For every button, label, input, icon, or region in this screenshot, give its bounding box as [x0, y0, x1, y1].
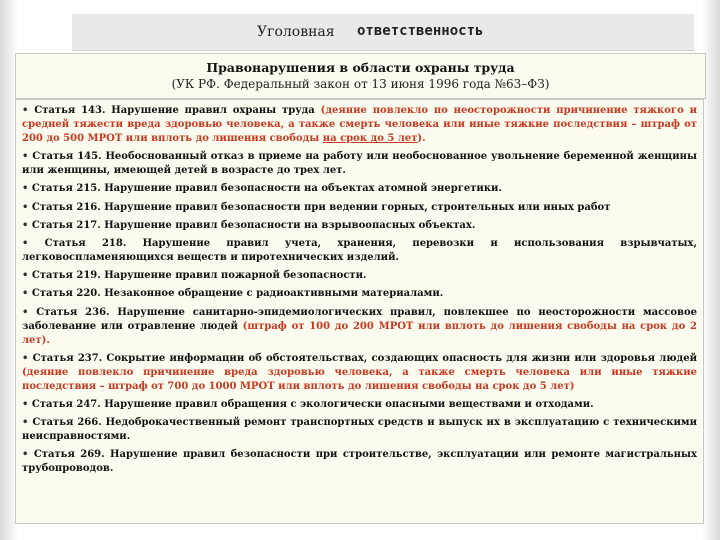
bullet-icon: • [22, 219, 29, 231]
bullet-icon: • [22, 151, 29, 163]
list-item: • Статья 143. Нарушение правил охраны труда (деяние повлекло по неосторожности причинение тяжкого и средней тяжести вреда здоровью человека, а также смерть человека или иные тяжкие последствия – штраф от 200 до 500 МРОТ или вплоть до лишения свободы на срок до 5 лет). [22, 105, 697, 144]
bullet-icon: • [22, 288, 29, 300]
slide-title-bar [72, 14, 694, 51]
bullet-icon: • [22, 417, 29, 429]
bullet-icon: • [22, 105, 29, 116]
list-item: • Статья 217. Нарушение правил безопасности на взрывоопасных объектах. [22, 219, 476, 231]
penalty-note: (штраф от 100 до 200 МРОТ или вплоть до лишения свободы на срок до 2 лет). [22, 320, 697, 346]
bullet-icon: • [22, 270, 29, 282]
slide-title-part1: Уголовная [257, 24, 335, 40]
section-header-box [15, 53, 706, 99]
list-item: • Статья 219. Нарушение правил пожарной безопасности. [22, 270, 367, 282]
list-item: • Статья 215. Нарушение правил безопасности на объектах атомной энергетики. [22, 183, 502, 195]
slide-title-part2: ответственность [357, 23, 484, 39]
list-item: • Статья 269. Нарушение правил безопасности при строительстве, эксплуатации или ремонте магистральных трубопроводов. [22, 449, 697, 475]
list-item: • Статья 220. Незаконное обращение с радиоактивными материалами. [22, 288, 444, 300]
penalty-term: на срок до 5 лет [322, 133, 418, 144]
list-item: • Статья 218. Нарушение правил учета, хранения, перевозки и использования взрывчатых, легковоспламеняющихся веществ и пиротехнических изделий. [22, 237, 697, 263]
section-heading: Правонарушения в области охраны труда [206, 60, 515, 75]
articles-list [15, 99, 704, 524]
bullet-icon: • [22, 398, 29, 410]
bullet-icon: • [22, 449, 29, 461]
bullet-icon: • [22, 237, 29, 249]
list-item: • Статья 216. Нарушение правил безопасности при ведении горных, строительных или иных работ [22, 201, 611, 213]
bullet-icon: • [22, 183, 29, 195]
section-subheading: (УК РФ. Федеральный закон от 13 июня 1996 года №63–ФЗ) [171, 77, 550, 91]
list-item: • Статья 145. Необоснованный отказ в приеме на работу или необоснованное увольнение беременной женщины или женщины, имеющей детей в возрасте до трех лет. [22, 151, 697, 177]
bullet-icon: • [22, 352, 29, 364]
list-item: • Статья 247. Нарушение правил обращения с экологически опасными веществами и отходами. [22, 398, 594, 410]
list-item: • Статья 236. Нарушение санитарно-эпидемиологических правил, повлекшее по неосторожности массовое заболевание или отравление людей (штраф от 100 до 200 МРОТ или вплоть до лишения свободы на срок до 2 лет). [22, 306, 697, 346]
penalty-note: (деяние повлекло по неосторожности причинение тяжкого и средней тяжести вреда здоровью человека, а также смерть человека или иные тяжкие последствия – штраф от 200 до 500 МРОТ или вплоть до лишения свободы [22, 105, 697, 144]
list-item: • Статья 266. Недоброкачественный ремонт транспортных средств и выпуск их в эксплуатацию с техническими неисправностями. [22, 417, 697, 443]
bullet-icon: • [22, 201, 29, 213]
list-item: • Статья 237. Сокрытие информации об обстоятельствах, создающих опасность для жизни или здоровья людей (деяние повлекло причинение вреда здоровью человека, а также смерть человека или иные тяжкие последствия – штраф от 700 до 1000 МРОТ или вплоть до лишения свободы на срок до 5 лет) [22, 352, 697, 392]
bullet-icon: • [22, 306, 29, 318]
penalty-note: (деяние повлекло причинение вреда здоровью человека, а также смерть человека или иные тяжкие последствия – штраф от 700 до 1000 МРОТ или вплоть до лишения свободы на срок до 5 лет) [22, 366, 697, 392]
